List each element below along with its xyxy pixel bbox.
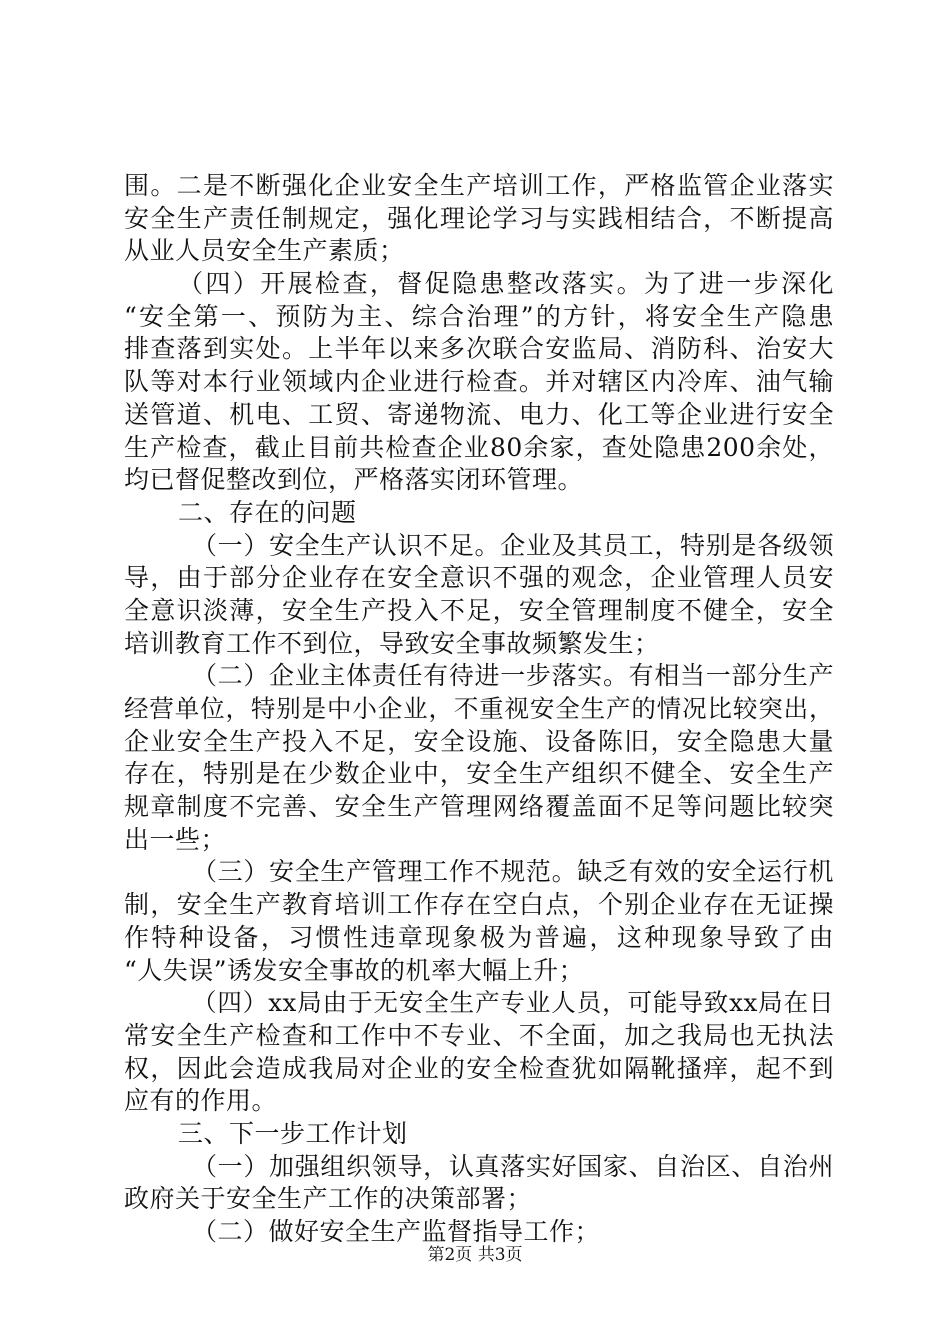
text-line: 排查落到实处。上半年以来多次联合安监局、消防科、治安大	[124, 334, 834, 364]
text-line: 应有的作用。	[124, 1086, 278, 1116]
text-line: 送管道、机电、工贸、寄递物流、电力、化工等企业进行安全	[124, 399, 834, 429]
paragraph-heading-line: （三）安全生产管理工作不规范。缺乏有效的安全运行机	[192, 857, 834, 887]
text-line: 全意识淡薄，安全生产投入不足，安全管理制度不健全，安全	[124, 595, 834, 625]
text-line: 生产检查，截止目前共检查企业80余家，查处隐患200余处，	[124, 432, 834, 462]
text-line: 权，因此会造成我局对企业的安全检查犹如隔靴搔痒，起不到	[124, 1053, 834, 1083]
text-line: 规章制度不完善、安全生产管理网络覆盖面不足等问题比较突	[124, 792, 834, 822]
paragraph-heading-line: （二）做好安全生产监督指导工作；	[192, 1217, 601, 1246]
text-line: 经营单位，特别是中小企业，不重视安全生产的情况比较突出，	[124, 694, 834, 723]
paragraph-heading-line: （一）加强组织领导，认真落实好国家、自治区、自治州	[192, 1151, 834, 1181]
text-line: 围。二是不断强化企业安全生产培训工作，严格监管企业落实	[124, 171, 834, 200]
text-line: 安全生产责任制规定，强化理论学习与实践相结合，不断提高	[124, 203, 834, 233]
text-line: 政府关于安全生产工作的决策部署；	[124, 1184, 533, 1214]
paragraph-heading-line: （一）安全生产认识不足。企业及其员工，特别是各级领	[192, 530, 834, 560]
document-body	[124, 170, 834, 1249]
text-line: 常安全生产检查和工作中不专业、不全面，加之我局也无执法	[124, 1020, 834, 1050]
paragraph-heading-line: （四）开展检查，督促隐患整改落实。为了进一步深化	[178, 269, 834, 299]
text-line: 作特种设备，习惯性违章现象极为普遍，这种现象导致了由	[124, 922, 834, 952]
section-heading: 三、下一步工作计划	[178, 1118, 408, 1148]
page-number-footer: 第2页 共3页	[427, 1245, 523, 1265]
paragraph-heading-line: （二）企业主体责任有待进一步落实。有相当一部分生产	[192, 661, 834, 691]
text-line: “安全第一、预防为主、综合治理”的方针，将安全生产隐患	[124, 301, 834, 331]
text-line: 制，安全生产教育培训工作存在空白点，个别企业存在无证操	[124, 890, 834, 920]
text-line: 培训教育工作不到位，导致安全事故频繁发生；	[124, 628, 660, 658]
text-line: 存在，特别是在少数企业中，安全生产组织不健全、安全生产	[124, 759, 834, 789]
section-heading: 二、存在的问题	[178, 497, 357, 527]
text-line: 均已督促整改到位，严格落实闭环管理。	[124, 465, 584, 495]
text-line: 企业安全生产投入不足，安全设施、设备陈旧，安全隐患大量	[124, 726, 834, 756]
paragraph-heading-line: （四）xx局由于无安全生产专业人员，可能导致xx局在日	[192, 988, 834, 1018]
text-line: “人失误”诱发安全事故的机率大幅上升；	[124, 955, 585, 985]
text-line: 导，由于部分企业存在安全意识不强的观念，企业管理人员安	[124, 563, 834, 593]
text-line: 从业人员安全生产素质；	[124, 236, 405, 266]
text-line: 队等对本行业领域内企业进行检查。并对辖区内冷库、油气输	[124, 367, 834, 397]
text-line: 出一些；	[124, 824, 227, 854]
